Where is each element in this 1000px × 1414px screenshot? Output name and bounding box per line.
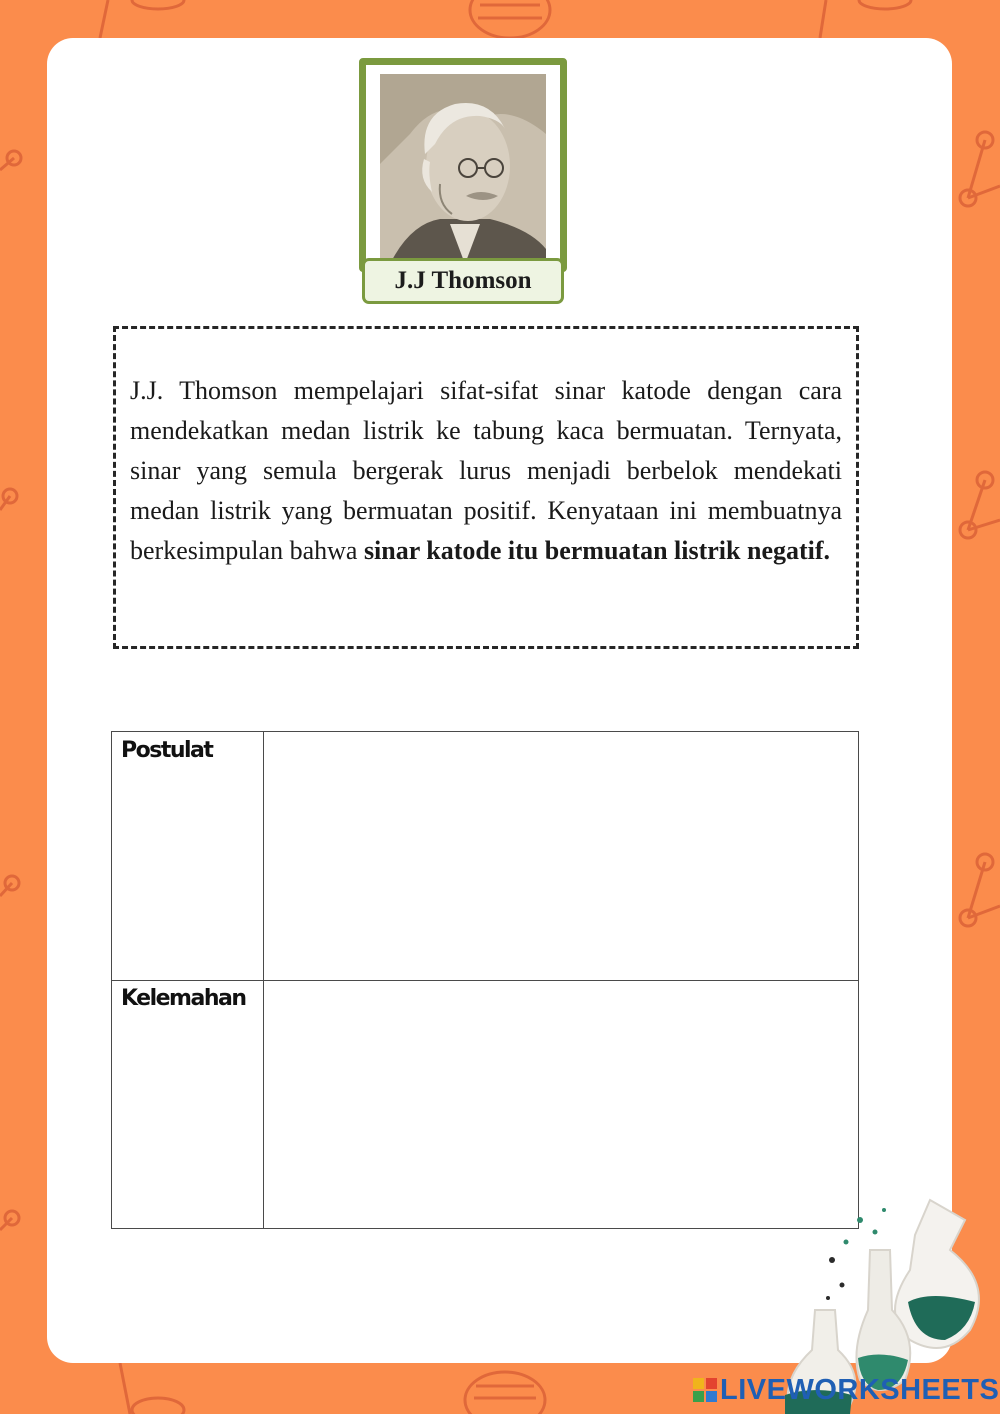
- kelemahan-answer-field[interactable]: [264, 980, 858, 1228]
- postulat-label: Postulat: [112, 732, 264, 980]
- portrait-frame: [359, 58, 567, 272]
- name-label: [362, 258, 564, 304]
- kelemahan-label: Kelemahan: [112, 980, 264, 1228]
- postulat-answer-field[interactable]: [264, 732, 858, 980]
- description-paragraph: [130, 371, 842, 571]
- portrait-image: [380, 74, 546, 264]
- portrait-photo: [380, 74, 546, 264]
- table-row-postulat: [112, 732, 858, 981]
- description-text: J.J. Thomson mempelajari sifat-sifat sinar katode dengan cara mendekatkan medan listrik ke tabung kaca bermuatan. Ternyata, sinar yang semula bergerak lurus menjadi berbelok mendekati medan listrik yang bermuatan positif. Kenyataan ini membuatnya berkesimpulan bahwa: [130, 376, 842, 565]
- liveworksheets-logo: [693, 1374, 999, 1406]
- liveworksheets-mark-icon: [693, 1378, 717, 1402]
- name-label-text: J.J Thomson: [394, 267, 532, 294]
- liveworksheets-logo-text: LIVEWORKSHEETS: [720, 1373, 1000, 1406]
- description-conclusion: sinar katode itu bermuatan listrik negatif.: [363, 536, 831, 565]
- table-row-kelemahan: [112, 980, 858, 1228]
- description-box: [113, 326, 859, 649]
- answer-table: [111, 731, 859, 1229]
